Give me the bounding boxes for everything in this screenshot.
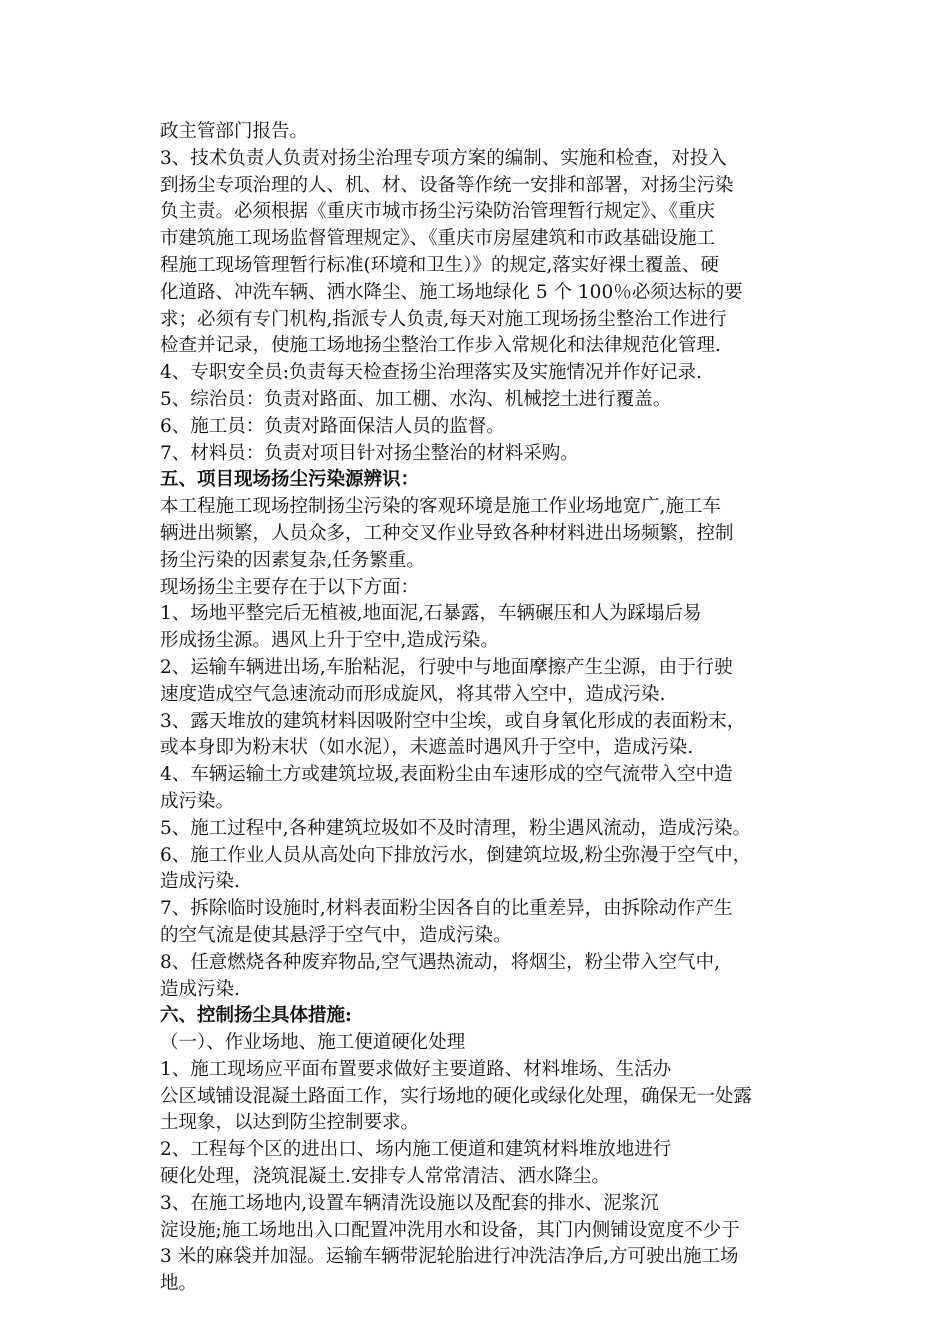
text-line: 5、综治员：负责对路面、加工棚、水沟、机械挖土进行覆盖。: [160, 388, 672, 410]
text-line: 6、施工员：负责对路面保洁人员的监督。: [160, 415, 505, 437]
text-line: 地。: [160, 1273, 198, 1295]
text-line: 形成扬尘源。遇风上升于空中,造成污染。: [160, 630, 499, 652]
text-line: 造成污染.: [160, 871, 240, 893]
text-line: 3、露天堆放的建筑材料因吸附空中尘埃，或自身氧化形成的表面粉末，: [160, 710, 746, 732]
text-line: 市建筑施工现场监督管理规定》、《重庆市房屋建筑和市政基础设施工: [160, 228, 716, 250]
text-line: 公区域铺设混凝土路面工作，实行场地的硬化或绿化处理，确保无一处露: [160, 1085, 753, 1107]
text-line: 1、场地平整完后无植被,地面泥,石暴露，车辆碾压和人为踩塌后易: [160, 603, 702, 625]
text-line: 到扬尘专项治理的人、机、材、设备等作统一安排和部署，对扬尘污染: [160, 174, 734, 196]
text-line: 5、施工过程中,各种建筑垃圾如不及时清理，粉尘遇风流动，造成污染。: [160, 817, 752, 839]
text-line: 淀设施;施工场地出入口配置冲洗用水和设备，其门内侧铺设宽度不少于: [160, 1219, 740, 1241]
text-line: 负主责。必须根据《重庆市城市扬尘污染防治管理暂行规定》、《重庆: [160, 201, 716, 223]
text-line: 化道路、冲洗车辆、洒水降尘、施工场地绿化 5 个 100％必须达标的要: [160, 281, 743, 303]
text-line: 硬化处理，浇筑混凝土.安排专人常常清洁、洒水降尘。: [160, 1166, 610, 1188]
text-line: 程施工现场管理暂行标准(环境和卫生）》的规定,落实好裸土覆盖、硬: [160, 254, 719, 276]
text-line: 求；必须有专门机构,指派专人负责,每天对施工现场扬尘整治工作进行: [160, 308, 727, 330]
text-line: 8、任意燃烧各种废弃物品,空气遇热流动，将烟尘，粉尘带入空气中,: [160, 951, 721, 973]
text-line: 政主管部门报告。: [160, 121, 309, 142]
text-line: 4、车辆运输土方或建筑垃圾,表面粉尘由车速形成的空气流带入空中造: [160, 764, 733, 786]
text-line: 扬尘污染的因素复杂,任务繁重。: [160, 549, 425, 571]
text-line: 2、工程每个区的进出口、场内施工便道和建筑材料堆放地进行: [160, 1139, 672, 1161]
text-line: 造成污染.: [160, 978, 240, 1000]
text-line: 现场扬尘主要存在于以下方面：: [160, 576, 420, 598]
text-line: 3、技术负责人负责对扬尘治理专项方案的编制、实施和检查，对投入: [160, 147, 727, 169]
text-line: 本工程施工现场控制扬尘污染的客观环境是施工作业场地宽广,施工车: [160, 496, 721, 518]
text-line: 4、专职安全员:负责每天检查扬尘治理落实及实施情况并作好记录.: [160, 362, 702, 384]
section-heading: 五、项目现场扬尘污染源辨识：: [160, 469, 420, 491]
text-line: 成污染。: [160, 790, 235, 812]
text-line: 或本身即为粉末状（如水泥），未遮盖时遇风升于空中，造成污染.: [160, 737, 694, 759]
text-line: （一）、作业场地、施工便道硬化处理: [160, 1032, 466, 1054]
text-line: 检查并记录，使施工场地扬尘整治工作步入常规化和法律规范化管理.: [160, 335, 721, 357]
text-line: 3 米的麻袋并加湿。运输车辆带泥轮胎进行冲洗洁净后,方可驶出施工场: [160, 1246, 739, 1268]
section-heading: 六、控制扬尘具体措施:: [160, 1005, 352, 1027]
text-line: 的空气流是使其悬浮于空气中，造成污染。: [160, 924, 512, 946]
text-line: 7、材料员：负责对项目针对扬尘整治的材料采购。: [160, 442, 579, 464]
text-line: 6、施工作业人员从高处向下排放污水，倒建筑垃圾,粉尘弥漫于空气中，: [160, 844, 752, 866]
text-line: 2、运输车辆进出场,车胎粘泥，行驶中与地面摩擦产生尘源，由于行驶: [160, 656, 733, 678]
text-line: 1、施工现场应平面布置要求做好主要道路、材料堆场、生活办: [160, 1058, 672, 1080]
text-line: 速度造成空气急速流动而形成旋风，将其带入空中，造成污染.: [160, 683, 666, 705]
document-page: [160, 119, 850, 1298]
text-line: 土现象，以达到防尘控制要求。: [160, 1112, 420, 1134]
text-line: 3、在施工场地内,设置车辆清洗设施以及配套的排水、泥浆沉: [160, 1192, 659, 1214]
text-line: 辆进出频繁，人员众多，工种交叉作业导致各种材料进出场频繁，控制: [160, 522, 734, 544]
text-line: 7、拆除临时设施时,材料表面粉尘因各自的比重差异，由拆除动作产生: [160, 898, 733, 920]
